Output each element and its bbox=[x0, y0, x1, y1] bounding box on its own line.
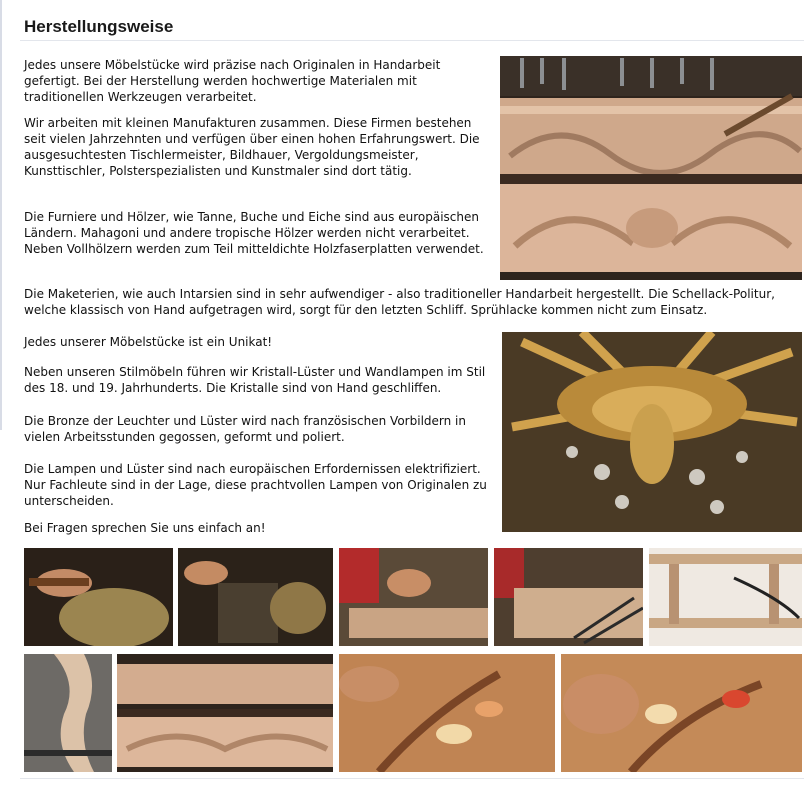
footer-divider bbox=[20, 778, 804, 779]
paragraph-bronze: Die Bronze der Leuchter und Lüster wird nach französischen Vorbildern in vielen Arbeitsstunden gegossen, geformt und poliert. bbox=[24, 414, 466, 444]
paragraph-electrified: Die Lampen und Lüster sind nach europäischen Erfordernissen elektrifiziert. Nur Fachleute sind in der Lage, diese prachtvollen Lampen von Originalen zu unterscheiden. bbox=[24, 462, 487, 508]
paragraph-handwork: Jedes unsere Möbelstücke wird präzise nach Originalen in Handarbeit gefertigt. Bei der Herstellung werden hochwertige Materialen mit traditionellen Werkzeugen verarbeitet. bbox=[24, 58, 441, 104]
gallery-photo-carving bbox=[178, 548, 333, 646]
paragraph-contact: Bei Fragen sprechen Sie uns einfach an! bbox=[24, 521, 266, 535]
gallery-photo-inlay bbox=[561, 654, 802, 772]
gallery-photo-sculptor bbox=[339, 548, 488, 646]
paragraph-chandeliers: Neben unseren Stilmöbeln führen wir Kristall-Lüster und Wandlampen im Stil des 18. und 19. Jahrhunderts. Die Kristalle sind von Hand geschliffen. bbox=[24, 365, 486, 395]
gallery-photo-frame-assembly bbox=[649, 548, 802, 646]
left-frame-edge bbox=[0, 0, 2, 430]
title-divider bbox=[20, 40, 804, 41]
gallery-photo-chisels bbox=[494, 548, 643, 646]
paragraph-woods: Die Furniere und Hölzer, wie Tanne, Buche und Eiche sind aus europäischen Ländern. Mahagoni und andere tropische Hölzer werden nicht verarbeitet. Neben Vollhölzern werden zum Teil mitteldichte Holzfaserplatten verwendet. bbox=[24, 210, 484, 256]
chandelier-photo bbox=[502, 332, 802, 532]
paragraph-manufactories: Wir arbeiten mit kleinen Manufakturen zusammen. Diese Firmen bestehen seit vielen Jahrzehnten und verfügen über einen hohen Erfahrungswert. Die ausgesuchtesten Tischlermeister, Bildhauer, Vergoldungsmeister, Kunsttischler, Polsterspezialisten und Kunstmaler sind dort tätig. bbox=[24, 116, 480, 178]
gallery-photo-gilding bbox=[24, 548, 173, 646]
gallery-photo-carved-panel bbox=[117, 654, 333, 772]
gallery-photo-marquetry bbox=[339, 654, 555, 772]
paragraph-marquetry: Die Maketerien, wie auch Intarsien sind in sehr aufwendiger - also traditioneller Handarbeit hergestellt. Die Schellack-Politur, welche klassisch von Hand aufgetragen wird, sorgt für den letzten Schliff. Sprühlacke kommen nicht zum Einsatz. bbox=[24, 287, 775, 317]
section-title: Herstellungsweise bbox=[24, 17, 174, 36]
carving-workshop-photo bbox=[500, 56, 802, 280]
paragraph-unique: Jedes unserer Möbelstücke ist ein Unikat! bbox=[24, 335, 273, 349]
gallery-photo-carved-leg bbox=[24, 654, 112, 772]
